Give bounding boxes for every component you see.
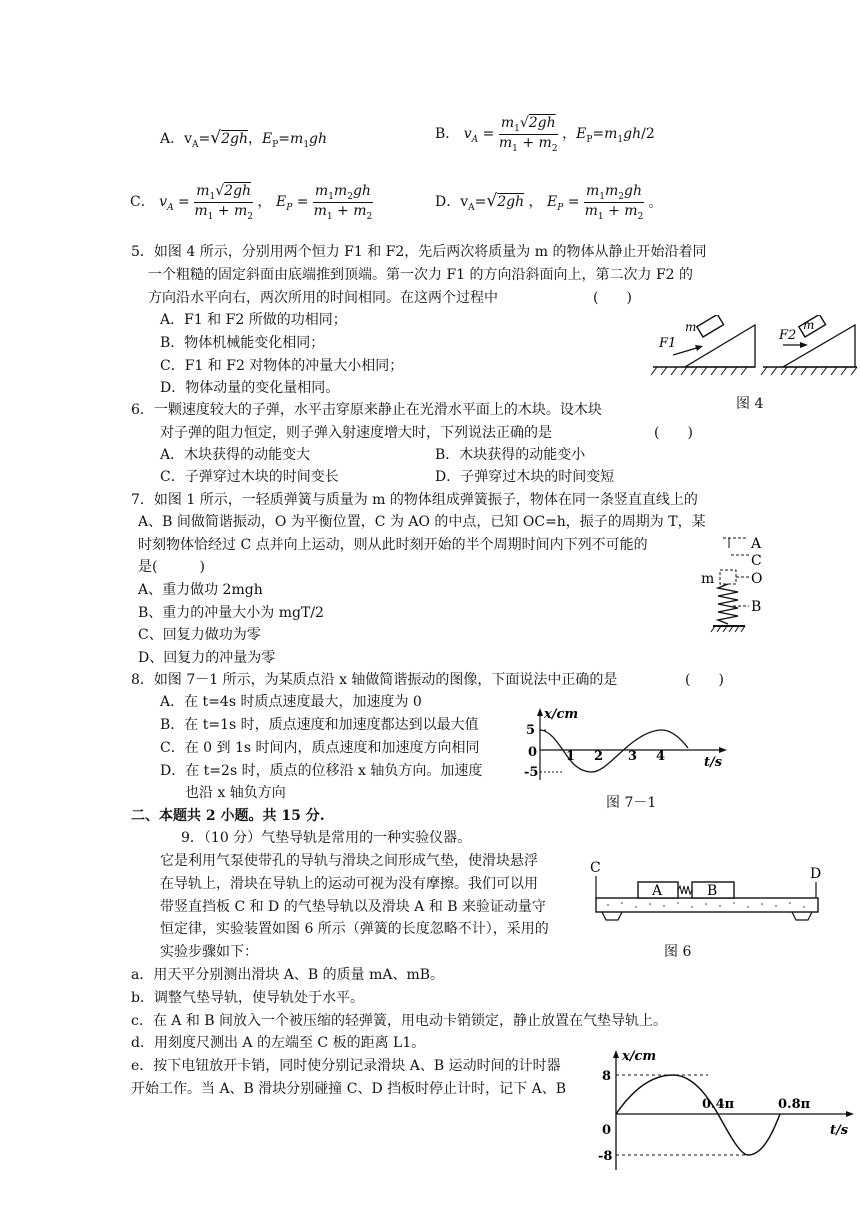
fig7-ytick-neg5: -5 [524, 765, 539, 780]
q9-step-d: d．用刻度尺测出 A 的左端至 C 板的距离 L1。 [131, 1035, 426, 1051]
fig4-label-f2: F2 [779, 328, 797, 343]
fig6-label-b: B [707, 883, 718, 899]
q5-option-b: B．物体机械能变化相同； [160, 335, 325, 351]
fig7-xtick-1: 1 [566, 749, 576, 764]
q5-option-a: A．F1 和 F2 所做的功相同； [160, 312, 347, 328]
graph2-ytick-0: 0 [602, 1123, 612, 1138]
fig7-ytick-0: 0 [528, 745, 538, 760]
q5-option-d: D．物体动量的变化量相同。 [160, 380, 340, 396]
q9-step-e-line-2: 开始工作。当 A、B 滑块分别碰撞 C、D 挡板时停止计时，记下 A、B [131, 1081, 566, 1097]
figure-7-1-graph [522, 702, 732, 784]
figure-6-air-track [588, 860, 828, 932]
q7-stem-line-4: 是( ) [138, 559, 205, 575]
incline-right [761, 315, 857, 375]
q6-bracket: ( ) [654, 425, 693, 441]
q9-step-c: c．在 A 和 B 间放入一个被压缩的轻弹簧，用电动卡销锁定，静止放置在气垫导轨上。 [131, 1013, 668, 1029]
q5-stem-line-1: 5．如图 4 所示，分别用两个恒力 F1 和 F2，先后两次将质量为 m 的物体从静止开始沿着同 [131, 244, 707, 260]
figure-1-spring-oscillator [695, 528, 775, 638]
fig4-label-m-2: m [803, 318, 815, 332]
q8-option-b: B．在 t=1s 时，质点速度和加速度都达到以最大值 [160, 717, 479, 733]
q4-option-a: A．$v_A=√2gh$，$E_P=m_1gh$ [160, 128, 328, 150]
figure-4-incline-diagrams [645, 315, 860, 385]
figure-4-caption: 图 4 [736, 396, 764, 412]
graph2-ylabel: x/cm [622, 1049, 657, 1064]
q6-option-a: A．木块获得的动能变大 [160, 447, 311, 463]
q6-option-c: C．子弹穿过木块的时间变长 [160, 469, 339, 485]
q6-stem-line-1: 6．一颗速度较大的子弹，水平击穿原来静止在光滑水平面上的木块。设木块 [131, 402, 602, 418]
fig4-label-f1: F1 [659, 336, 677, 351]
fig7-ylabel: x/cm [544, 707, 579, 722]
fig1-label-a: A [751, 536, 762, 552]
fig1-label-c: C [751, 553, 762, 569]
q4-option-d: D．$v_A=√2gh$ ， $E_P$ = $m_1m_2gh$ $m_1 + m_2$ 。 [435, 183, 663, 222]
fig7-xtick-4: 4 [656, 749, 666, 764]
graph2-ytick-neg8: -8 [598, 1149, 613, 1164]
fig7-ytick-5: 5 [526, 723, 536, 738]
graph2-xlabel: t/s [830, 1123, 849, 1138]
fig4-label-m-1: m [685, 320, 697, 334]
q8-stem: 8．如图 7－1 所示，为某质点沿 x 轴做简谐振动的图像，下面说法中正确的是 [131, 672, 618, 688]
figure-7-1-caption: 图 7－1 [606, 795, 657, 811]
q9-stem-line-2: 它是利用气泵使带孔的导轨与滑块之间形成气垫，使滑块悬浮 [160, 853, 538, 869]
q8-option-a: A．在 t=4s 时质点速度最大，加速度为 0 [160, 694, 422, 710]
q8-option-c: C．在 0 到 1s 时间内，质点速度和加速度方向相同 [160, 740, 480, 756]
graph-x-t-bottom [598, 1042, 860, 1172]
graph2-xtick-04pi: 0.4π [702, 1097, 735, 1112]
graph2-xtick-08pi: 0.8π [778, 1097, 811, 1112]
q8-bracket: ( ) [685, 672, 724, 688]
q4-option-c: C． $v_A$ = $m_1√2gh$ $m_1 + m_2$ ， $E_P$ = $m_1m_2gh$ $m_1 + m_2$ [130, 183, 373, 222]
graph2-ytick-8: 8 [602, 1069, 612, 1084]
q8-option-d: D．在 t=2s 时，质点的位移沿 x 轴负方向。加速度 [160, 763, 483, 779]
q5-option-c: C．F1 和 F2 对物体的冲量大小相同； [160, 358, 404, 374]
q6-option-b: B．木块获得的动能变小 [435, 447, 586, 463]
q9-step-e-line-1: e．按下电钮放开卡销，同时使分别记录滑块 A、B 运动时间的计时器 [131, 1058, 561, 1074]
q9-stem-line-1: 9．（10 分）气垫导轨是常用的一种实验仪器。 [181, 830, 472, 846]
q9-stem-line-6: 实验步骤如下： [160, 944, 258, 960]
q4-option-b: B． $v_A$ = $m_1√2gh$ $m_1 + m_2$ ，$E_P=m_1gh/2$ [435, 115, 655, 154]
q9-stem-line-5: 恒定律，实验装置如图 6 所示（弹簧的长度忽略不计），采用的 [160, 921, 549, 937]
section-2-heading: 二、本题共 2 小题。共 15 分. [131, 808, 325, 824]
q5-stem-line-2: 一个粗糙的固定斜面由底端推到顶端。第一次力 F1 的方向沿斜面向上，第二次力 F2 的 [148, 267, 694, 283]
fig1-label-b: B [751, 599, 762, 615]
fig1-label-m: m [701, 571, 715, 587]
q5-bracket: ( ) [593, 290, 632, 306]
figure-6-caption: 图 6 [664, 944, 692, 960]
fig6-label-d: D [810, 866, 822, 882]
q9-step-a: a．用天平分别测出滑块 A、B 的质量 mA、mB。 [131, 967, 445, 983]
q7-stem-line-2: A、B 间做简谐振动，O 为平衡位置，C 为 AO 的中点，已知 OC=h，振子的周期为 T，某 [138, 514, 706, 530]
q9-stem-line-3: 在导轨上，滑块在导轨上的运动可视为没有摩擦。我们可以用 [160, 876, 538, 892]
q7-option-b: B、重力的冲量大小为 mgT/2 [138, 605, 324, 621]
fig7-xtick-2: 2 [594, 749, 604, 764]
q7-option-c: C、回复力做功为零 [138, 627, 261, 643]
q6-stem-line-2: 对子弹的阻力恒定，则子弹入射速度增大时，下列说法正确的是 [160, 425, 552, 441]
q7-stem-line-1: 7．如图 1 所示，一轻质弹簧与质量为 m 的物体组成弹簧振子，物体在同一条竖直直线上的 [131, 492, 698, 508]
q8-option-d-cont: 也沿 x 轴负方向 [185, 785, 286, 801]
fig7-xlabel: t/s [704, 755, 723, 770]
fig6-label-a: A [652, 883, 663, 899]
fig1-label-o: O [751, 571, 763, 587]
q6-option-d: D．子弹穿过木块的时间变短 [435, 469, 615, 485]
q7-option-a: A、重力做功 2mgh [138, 582, 263, 598]
incline-left [651, 315, 755, 375]
q5-stem-line-3: 方向沿水平向右，两次所用的时间相同。在这两个过程中 [148, 290, 498, 306]
fig7-xtick-3: 3 [628, 749, 638, 764]
q9-step-b: b．调整气垫导轨，使导轨处于水平。 [131, 990, 364, 1006]
fig6-label-c: C [590, 860, 601, 876]
q9-stem-line-4: 带竖直挡板 C 和 D 的气垫导轨以及滑块 A 和 B 来验证动量守 [160, 899, 546, 915]
q7-stem-line-3: 时刻物体恰经过 C 点并向上运动，则从此时刻开始的半个周期时间内下列不可能的 [138, 537, 648, 553]
q7-option-d: D、回复力的冲量为零 [138, 650, 276, 666]
